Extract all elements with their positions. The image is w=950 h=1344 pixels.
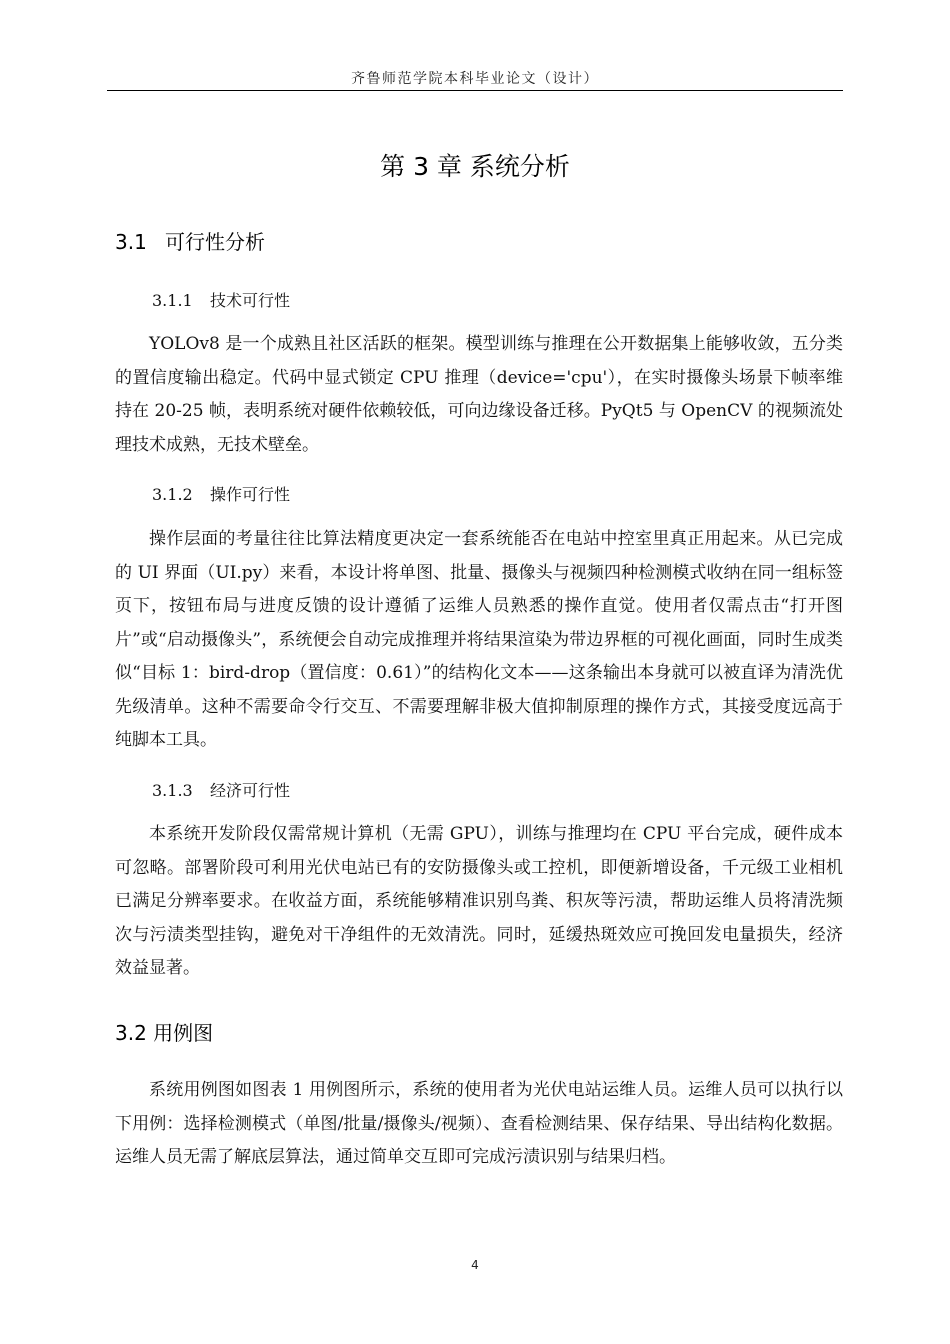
running-header: 齐鲁师范学院本科毕业论文（设计） <box>351 71 599 87</box>
chapter-title: 第 3 章 系统分析 <box>380 152 570 181</box>
paragraph-text: 操作层面的考量往往比算法精度更决定一套系统能否在电站中控室里真正用起来。从已完成的 UI 界面（UI.py）来看，本设计将单图、批量、摄像头与视频四种检测模式收纳在同一组标签页下，按钮布局与进度反馈的设计遵循了运维人员熟悉的操作直觉。使用者仅需点击“打开图片”或“启动摄像头”，系统便会自动完成推理并将结果渲染为带边界框的可视化画面，同时生成类似“目标 1：bird-drop（置信度：0.61）”的结构化文本——这条输出本身就可以被直译为清洗优先级清单。这种不需要命令行交互、不需要理解非极大值抑制原理的操作方式，其接受度远高于纯脚本工具。 <box>115 529 843 750</box>
paragraph-text: 本系统开发阶段仅需常规计算机（无需 GPU），训练与推理均在 CPU 平台完成，硬件成本可忽略。部署阶段可利用光伏电站已有的安防摄像头或工控机，即便新增设备，千元级工业相机已满足分辨率要求。在收益方面，系统能够精准识别鸟粪、积灰等污渍，帮助运维人员将清洗频次与污渍类型挂钩，避免对干净组件的无效清洗。同时，延缓热斑效应可挽回发电量损失，经济效益显著。 <box>115 824 843 978</box>
subsection-title: 技术可行性 <box>210 291 291 310</box>
paragraph-technical-feasibility <box>115 328 843 462</box>
subsection-number: 3.1.1 <box>152 291 193 310</box>
paragraph-text: YOLOv8 是一个成熟且社区活跃的框架。模型训练与推理在公开数据集上能够收敛，五分类的置信度输出稳定。代码中显式锁定 CPU 推理（device='cpu'），在实时摄像头场景下帧率维持在 20-25 帧，表明系统对硬件依赖较低，可向边缘设备迁移。PyQt5 与 OpenCV 的视频流处理技术成熟，无技术壁垒。 <box>115 334 843 455</box>
section-number: 3.1 <box>115 230 147 254</box>
section-heading-3-1 <box>115 226 265 255</box>
header-rule <box>107 90 843 91</box>
subsection-title: 经济可行性 <box>210 781 291 800</box>
paragraph-economic-feasibility <box>115 818 843 986</box>
subsection-title: 操作可行性 <box>210 485 291 504</box>
section-heading-3-2: 3.2 用例图 <box>115 1021 214 1045</box>
subsection-heading-3-1-3 <box>152 778 290 801</box>
subsection-number: 3.1.3 <box>152 781 193 800</box>
subsection-number: 3.1.2 <box>152 485 193 504</box>
subsection-heading-3-1-1 <box>152 288 290 311</box>
section-title: 可行性分析 <box>165 230 265 254</box>
paragraph-text: 系统用例图如图表 1 用例图所示，系统的使用者为光伏电站运维人员。运维人员可以执行以下用例：选择检测模式（单图/批量/摄像头/视频）、查看检测结果、保存结果、导出结构化数据。运维人员无需了解底层算法，通过简单交互即可完成污渍识别与结果归档。 <box>115 1080 843 1167</box>
subsection-heading-3-1-2 <box>152 482 290 505</box>
page-number: 4 <box>471 1258 479 1272</box>
paragraph-use-case <box>115 1074 843 1175</box>
paragraph-operational-feasibility <box>115 523 843 758</box>
